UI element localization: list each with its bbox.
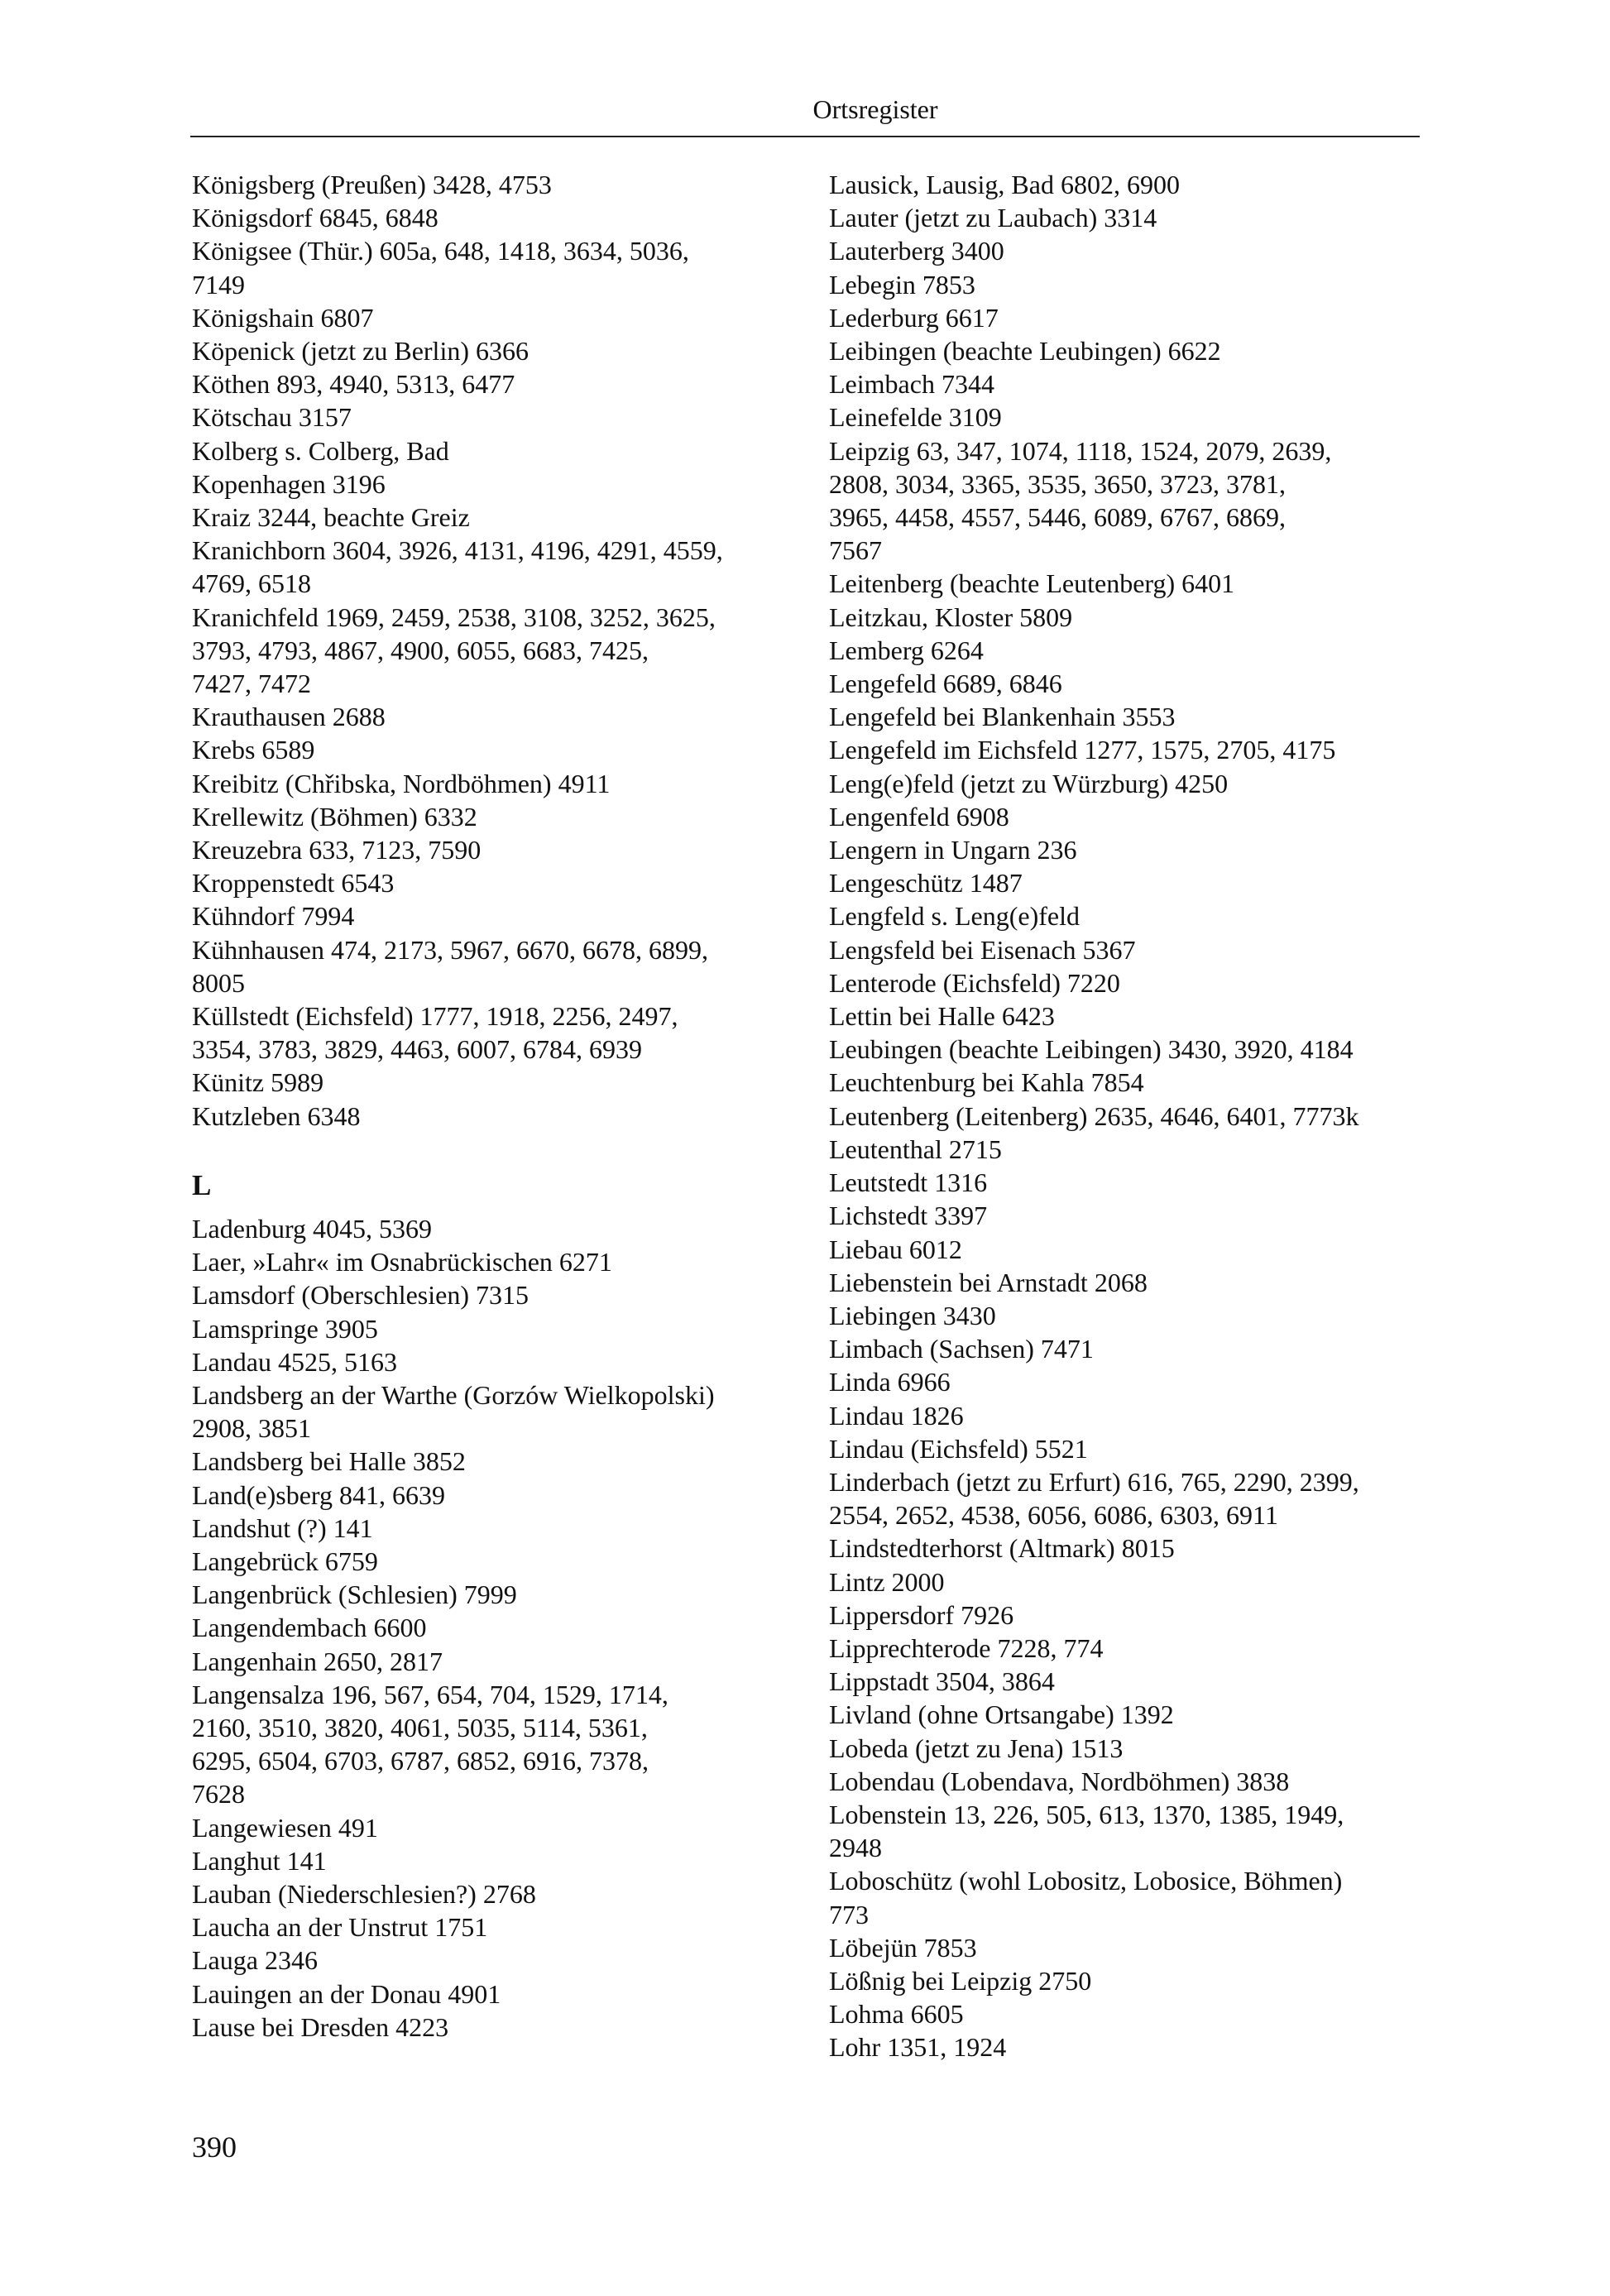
entry-text: Lohr 1351, 1924	[829, 2032, 1007, 2063]
entry-text: Lengefeld im Eichsfeld 1277, 1575, 2705, 4175	[829, 735, 1336, 765]
index-entry	[829, 1698, 1441, 1731]
index-entry	[192, 1278, 804, 1311]
index-entry	[829, 268, 1441, 301]
entry-text: Lauterberg 3400	[829, 236, 1004, 266]
index-entry	[192, 1479, 804, 1512]
entry-text: Liebingen 3430	[829, 1300, 996, 1330]
entry-text: Lettin bei Halle 6423	[829, 1001, 1055, 1032]
entry-text: Leinefelde 3109	[829, 402, 1002, 433]
index-entry	[829, 966, 1441, 999]
entry-text: Lobendau (Lobendava, Nordböhmen) 3838	[829, 1766, 1290, 1796]
index-entry	[192, 899, 804, 932]
index-entry	[192, 467, 804, 501]
index-entry	[192, 1345, 804, 1378]
entry-text: Lengefeld 6689, 6846	[829, 669, 1062, 699]
index-entry	[829, 301, 1441, 334]
index-entry	[192, 1611, 804, 1644]
entry-text: Langewiesen 491	[192, 1812, 378, 1843]
index-entry	[192, 1977, 804, 2011]
index-entry	[829, 1100, 1441, 1133]
entry-text: Kötschau 3157	[192, 402, 352, 433]
entry-text: Langhut 141	[192, 1845, 327, 1876]
entry-text: Liebenstein bei Arnstadt 2068	[829, 1267, 1148, 1297]
index-entry	[829, 1531, 1441, 1565]
entry-text: Landshut (?) 141	[192, 1512, 373, 1543]
index-entry	[192, 1578, 804, 1611]
entry-continuation: 2808, 3034, 3365, 3535, 3650, 3723, 3781,	[829, 468, 1286, 499]
entry-text: Leimbach 7344	[829, 369, 994, 400]
index-entry	[829, 1565, 1441, 1599]
index-entry	[829, 1199, 1441, 1232]
entry-text: Lippersdorf 7926	[829, 1599, 1014, 1630]
index-entry	[829, 168, 1441, 201]
entry-text: Linda 6966	[829, 1367, 951, 1397]
entry-list-l	[192, 1212, 804, 2044]
entry-list-k	[192, 168, 804, 1133]
index-entry	[829, 1997, 1441, 2030]
entry-text: Kutzleben 6348	[192, 1100, 361, 1131]
index-entry	[829, 1765, 1441, 1798]
index-entry	[192, 1811, 804, 1844]
index-entry	[829, 866, 1441, 899]
index-entry	[829, 1665, 1441, 1698]
index-entry	[192, 168, 804, 201]
index-entry	[829, 1233, 1441, 1266]
index-entry	[829, 1266, 1441, 1299]
entry-text: Landsberg bei Halle 3852	[192, 1446, 466, 1477]
entry-text: Leitenberg (beachte Leutenberg) 6401	[829, 568, 1235, 599]
index-entry	[192, 1645, 804, 1678]
index-entry	[192, 1100, 804, 1133]
index-column-left	[192, 168, 804, 2044]
section-letter-heading: L	[192, 1168, 212, 1201]
index-entry	[192, 1545, 804, 1578]
entry-text: Laer, »Lahr« im Osnabrückischen 6271	[192, 1247, 612, 1277]
index-entry	[829, 1033, 1441, 1066]
index-entry	[192, 301, 804, 334]
entry-text: Limbach (Sachsen) 7471	[829, 1334, 1094, 1364]
entry-text: Langebrück 6759	[192, 1546, 378, 1576]
entry-text: Kühnhausen 474, 2173, 5967, 6670, 6678, 6899,	[192, 934, 708, 965]
entry-continuation: 3354, 3783, 3829, 4463, 6007, 6784, 6939	[192, 1034, 642, 1065]
index-entry	[192, 800, 804, 833]
index-entry	[829, 1931, 1441, 1964]
entry-text: Leipzig 63, 347, 1074, 1118, 1524, 2079, 2639,	[829, 435, 1332, 466]
page-number: 390	[192, 2131, 237, 2164]
index-entry	[829, 2030, 1441, 2064]
entry-text: Kranichborn 3604, 3926, 4131, 4196, 4291, 4559,	[192, 535, 723, 566]
entry-continuation: 2554, 2652, 4538, 6056, 6086, 6303, 6911	[829, 1500, 1278, 1531]
entry-text: Krellewitz (Böhmen) 6332	[192, 801, 477, 832]
index-entry	[829, 933, 1441, 966]
entry-text: Ladenburg 4045, 5369	[192, 1213, 433, 1244]
entry-text: Lengefeld bei Blankenhain 3553	[829, 702, 1176, 732]
entry-text: Linderbach (jetzt zu Erfurt) 616, 765, 2290, 2399,	[829, 1466, 1359, 1497]
entry-text: Liebau 6012	[829, 1234, 962, 1264]
header-rule	[190, 136, 1420, 137]
entry-text: Lauingen an der Donau 4901	[192, 1978, 501, 2009]
index-entry	[192, 1844, 804, 1877]
entry-text: Leutstedt 1316	[829, 1167, 988, 1198]
index-column-right	[829, 168, 1441, 2064]
index-entry	[829, 1332, 1441, 1365]
entry-text: Königsee (Thür.) 605a, 648, 1418, 3634, 5036,	[192, 236, 689, 266]
entry-text: Langendembach 6600	[192, 1613, 427, 1643]
entry-text: Lemberg 6264	[829, 635, 984, 665]
index-entry	[829, 833, 1441, 866]
index-entry	[829, 899, 1441, 932]
entry-text: Lindau 1826	[829, 1400, 964, 1431]
entry-text: Kopenhagen 3196	[192, 468, 386, 499]
index-entry	[192, 767, 804, 800]
entry-text: Land(e)sberg 841, 6639	[192, 1479, 445, 1510]
index-entry	[829, 800, 1441, 833]
index-entry	[829, 334, 1441, 367]
index-entry	[829, 1964, 1441, 1997]
index-entry	[192, 1212, 804, 1245]
entry-text: Lintz 2000	[829, 1566, 945, 1597]
entry-text: Landsberg an der Warthe (Gorzów Wielkopolski)	[192, 1379, 715, 1410]
entry-continuation: 7149	[192, 269, 245, 300]
entry-text: Langenbrück (Schlesien) 7999	[192, 1579, 517, 1610]
entry-text: Lobenstein 13, 226, 505, 613, 1370, 1385, 1949,	[829, 1799, 1344, 1829]
index-entry	[192, 833, 804, 866]
index-entry	[829, 1299, 1441, 1332]
entry-text: Kreuzebra 633, 7123, 7590	[192, 835, 482, 865]
index-entry	[192, 1512, 804, 1545]
index-entry	[829, 601, 1441, 634]
entry-text: Kraiz 3244, beachte Greiz	[192, 502, 470, 533]
index-entry	[829, 1066, 1441, 1099]
entry-text: Königshain 6807	[192, 302, 374, 333]
entry-continuation: 3965, 4458, 4557, 5446, 6089, 6767, 6869,	[829, 502, 1286, 533]
index-entry	[192, 1066, 804, 1099]
index-entry	[192, 1445, 804, 1478]
entry-text: Lenterode (Eichsfeld) 7220	[829, 967, 1120, 998]
index-entry	[829, 1365, 1441, 1398]
index-entry	[829, 201, 1441, 234]
entry-text: Lause bei Dresden 4223	[192, 2011, 449, 2042]
entry-text: Loboschütz (wohl Lobositz, Lobosice, Böhmen)	[829, 1866, 1343, 1896]
entry-text: Kroppenstedt 6543	[192, 868, 395, 899]
index-entry	[829, 1632, 1441, 1665]
index-entry	[192, 1877, 804, 1910]
entry-continuation: 7427, 7472	[192, 669, 311, 699]
entry-text: Küllstedt (Eichsfeld) 1777, 1918, 2256, 2497,	[192, 1001, 678, 1032]
entry-text: Lamspringe 3905	[192, 1313, 378, 1344]
index-entry	[829, 700, 1441, 733]
index-entry	[192, 733, 804, 766]
entry-continuation: 3793, 4793, 4867, 4900, 6055, 6683, 7425,	[192, 635, 649, 665]
entry-text: Königsberg (Preußen) 3428, 4753	[192, 170, 552, 199]
entry-text: Köthen 893, 4940, 5313, 6477	[192, 369, 515, 400]
entry-continuation: 4769, 6518	[192, 568, 311, 599]
entry-text: Kolberg s. Colberg, Bad	[192, 435, 449, 466]
entry-text: Leuchtenburg bei Kahla 7854	[829, 1067, 1144, 1098]
index-entry	[829, 234, 1441, 267]
entry-continuation: 2908, 3851	[192, 1413, 311, 1444]
entry-text: Laucha an der Unstrut 1751	[192, 1912, 488, 1943]
entry-text: Livland (ohne Ortsangabe) 1392	[829, 1699, 1174, 1730]
index-entry	[192, 999, 804, 1066]
entry-text: Lengenfeld 6908	[829, 801, 1009, 832]
running-head-title: Ortsregister	[812, 94, 938, 124]
entry-text: Lauga 2346	[192, 1945, 318, 1976]
entry-continuation: 773	[829, 1899, 869, 1929]
entry-text: Lippstadt 3504, 3864	[829, 1666, 1055, 1697]
entry-text: Leitzkau, Kloster 5809	[829, 602, 1073, 632]
index-entry	[829, 667, 1441, 700]
index-entry	[829, 434, 1441, 568]
entry-text: Lamsdorf (Oberschlesien) 7315	[192, 1280, 529, 1311]
entry-text: Krauthausen 2688	[192, 702, 386, 732]
entry-text: Lindstedterhorst (Altmark) 8015	[829, 1533, 1175, 1564]
index-entry	[192, 400, 804, 434]
entry-text: Löbejün 7853	[829, 1932, 977, 1963]
entry-text: Lobeda (jetzt zu Jena) 1513	[829, 1733, 1124, 1763]
index-entry	[192, 933, 804, 999]
entry-text: Lößnig bei Leipzig 2750	[829, 1965, 1092, 1996]
index-entry	[192, 1678, 804, 1811]
entry-text: Lengern in Ungarn 236	[829, 835, 1077, 865]
entry-continuation: 7628	[192, 1779, 245, 1809]
index-entry	[829, 1399, 1441, 1432]
entry-text: Kühndorf 7994	[192, 901, 355, 932]
index-entry	[829, 1432, 1441, 1465]
entry-text: Lengfeld s. Leng(e)feld	[829, 901, 1080, 932]
index-entry	[829, 767, 1441, 800]
entry-text: Künitz 5989	[192, 1067, 324, 1098]
index-entry	[829, 733, 1441, 766]
index-entry	[829, 1465, 1441, 1531]
index-entry	[829, 634, 1441, 667]
entry-text: Lauban (Niederschlesien?) 2768	[192, 1878, 536, 1909]
entry-text: Lauter (jetzt zu Laubach) 3314	[829, 203, 1157, 233]
index-entry	[192, 234, 804, 300]
index-entry	[192, 201, 804, 234]
index-entry	[829, 1732, 1441, 1765]
entry-text: Landau 4525, 5163	[192, 1346, 397, 1377]
index-entry	[192, 1910, 804, 1944]
entry-continuation: 7567	[829, 535, 882, 566]
index-entry	[829, 1133, 1441, 1166]
entry-text: Leubingen (beachte Leibingen) 3430, 3920, 4184	[829, 1034, 1354, 1065]
index-entry	[192, 367, 804, 400]
entry-text: Königsdorf 6845, 6848	[192, 203, 438, 233]
index-entry	[829, 1599, 1441, 1632]
index-entry	[829, 400, 1441, 434]
index-entry	[829, 567, 1441, 600]
entry-text: Lichstedt 3397	[829, 1201, 988, 1231]
entry-text: Köpenick (jetzt zu Berlin) 6366	[192, 336, 529, 367]
entry-text: Kreibitz (Chřibska, Nordböhmen) 4911	[192, 768, 611, 798]
entry-text: Lindau (Eichsfeld) 5521	[829, 1433, 1088, 1464]
index-entry	[192, 700, 804, 733]
entry-text: Lederburg 6617	[829, 302, 999, 333]
index-entry	[192, 1378, 804, 1445]
entry-continuation: 6295, 6504, 6703, 6787, 6852, 6916, 7378,	[192, 1746, 649, 1776]
entry-continuation: 2160, 3510, 3820, 4061, 5035, 5114, 5361,	[192, 1712, 648, 1742]
entry-text: Leng(e)feld (jetzt zu Würzburg) 4250	[829, 768, 1229, 798]
index-entry	[829, 1166, 1441, 1199]
entry-text: Lipprechterode 7228, 774	[829, 1632, 1104, 1663]
entry-text: Leutenberg (Leitenberg) 2635, 4646, 6401, 7773k	[829, 1100, 1359, 1131]
entry-text: Lengeschütz 1487	[829, 868, 1023, 899]
index-entry	[192, 601, 804, 701]
entry-continuation: 8005	[192, 967, 245, 998]
index-entry	[192, 1944, 804, 1977]
index-entry	[192, 1245, 804, 1278]
index-entry	[192, 534, 804, 600]
index-entry	[192, 434, 804, 467]
index-entry	[192, 334, 804, 367]
index-entry	[192, 501, 804, 534]
entry-text: Lengsfeld bei Eisenach 5367	[829, 934, 1136, 965]
entry-text: Leutenthal 2715	[829, 1134, 1002, 1164]
entry-text: Lohma 6605	[829, 1999, 964, 2030]
index-entry	[192, 1312, 804, 1345]
entry-text: Kranichfeld 1969, 2459, 2538, 3108, 3252, 3625,	[192, 602, 716, 632]
entry-text: Leibingen (beachte Leubingen) 6622	[829, 336, 1221, 367]
index-entry	[192, 866, 804, 899]
index-entry	[192, 2011, 804, 2044]
entry-text: Langensalza 196, 567, 654, 704, 1529, 1714,	[192, 1679, 668, 1709]
entry-continuation: 2948	[829, 1833, 882, 1863]
entry-text: Krebs 6589	[192, 735, 315, 765]
index-entry	[829, 999, 1441, 1033]
entry-text: Lebegin 7853	[829, 269, 975, 300]
entry-list-right	[829, 168, 1441, 2064]
index-entry	[829, 367, 1441, 400]
entry-text: Langenhain 2650, 2817	[192, 1646, 443, 1676]
index-entry	[829, 1798, 1441, 1864]
index-entry	[829, 1864, 1441, 1930]
entry-text: Lausick, Lausig, Bad 6802, 6900	[829, 170, 1180, 199]
